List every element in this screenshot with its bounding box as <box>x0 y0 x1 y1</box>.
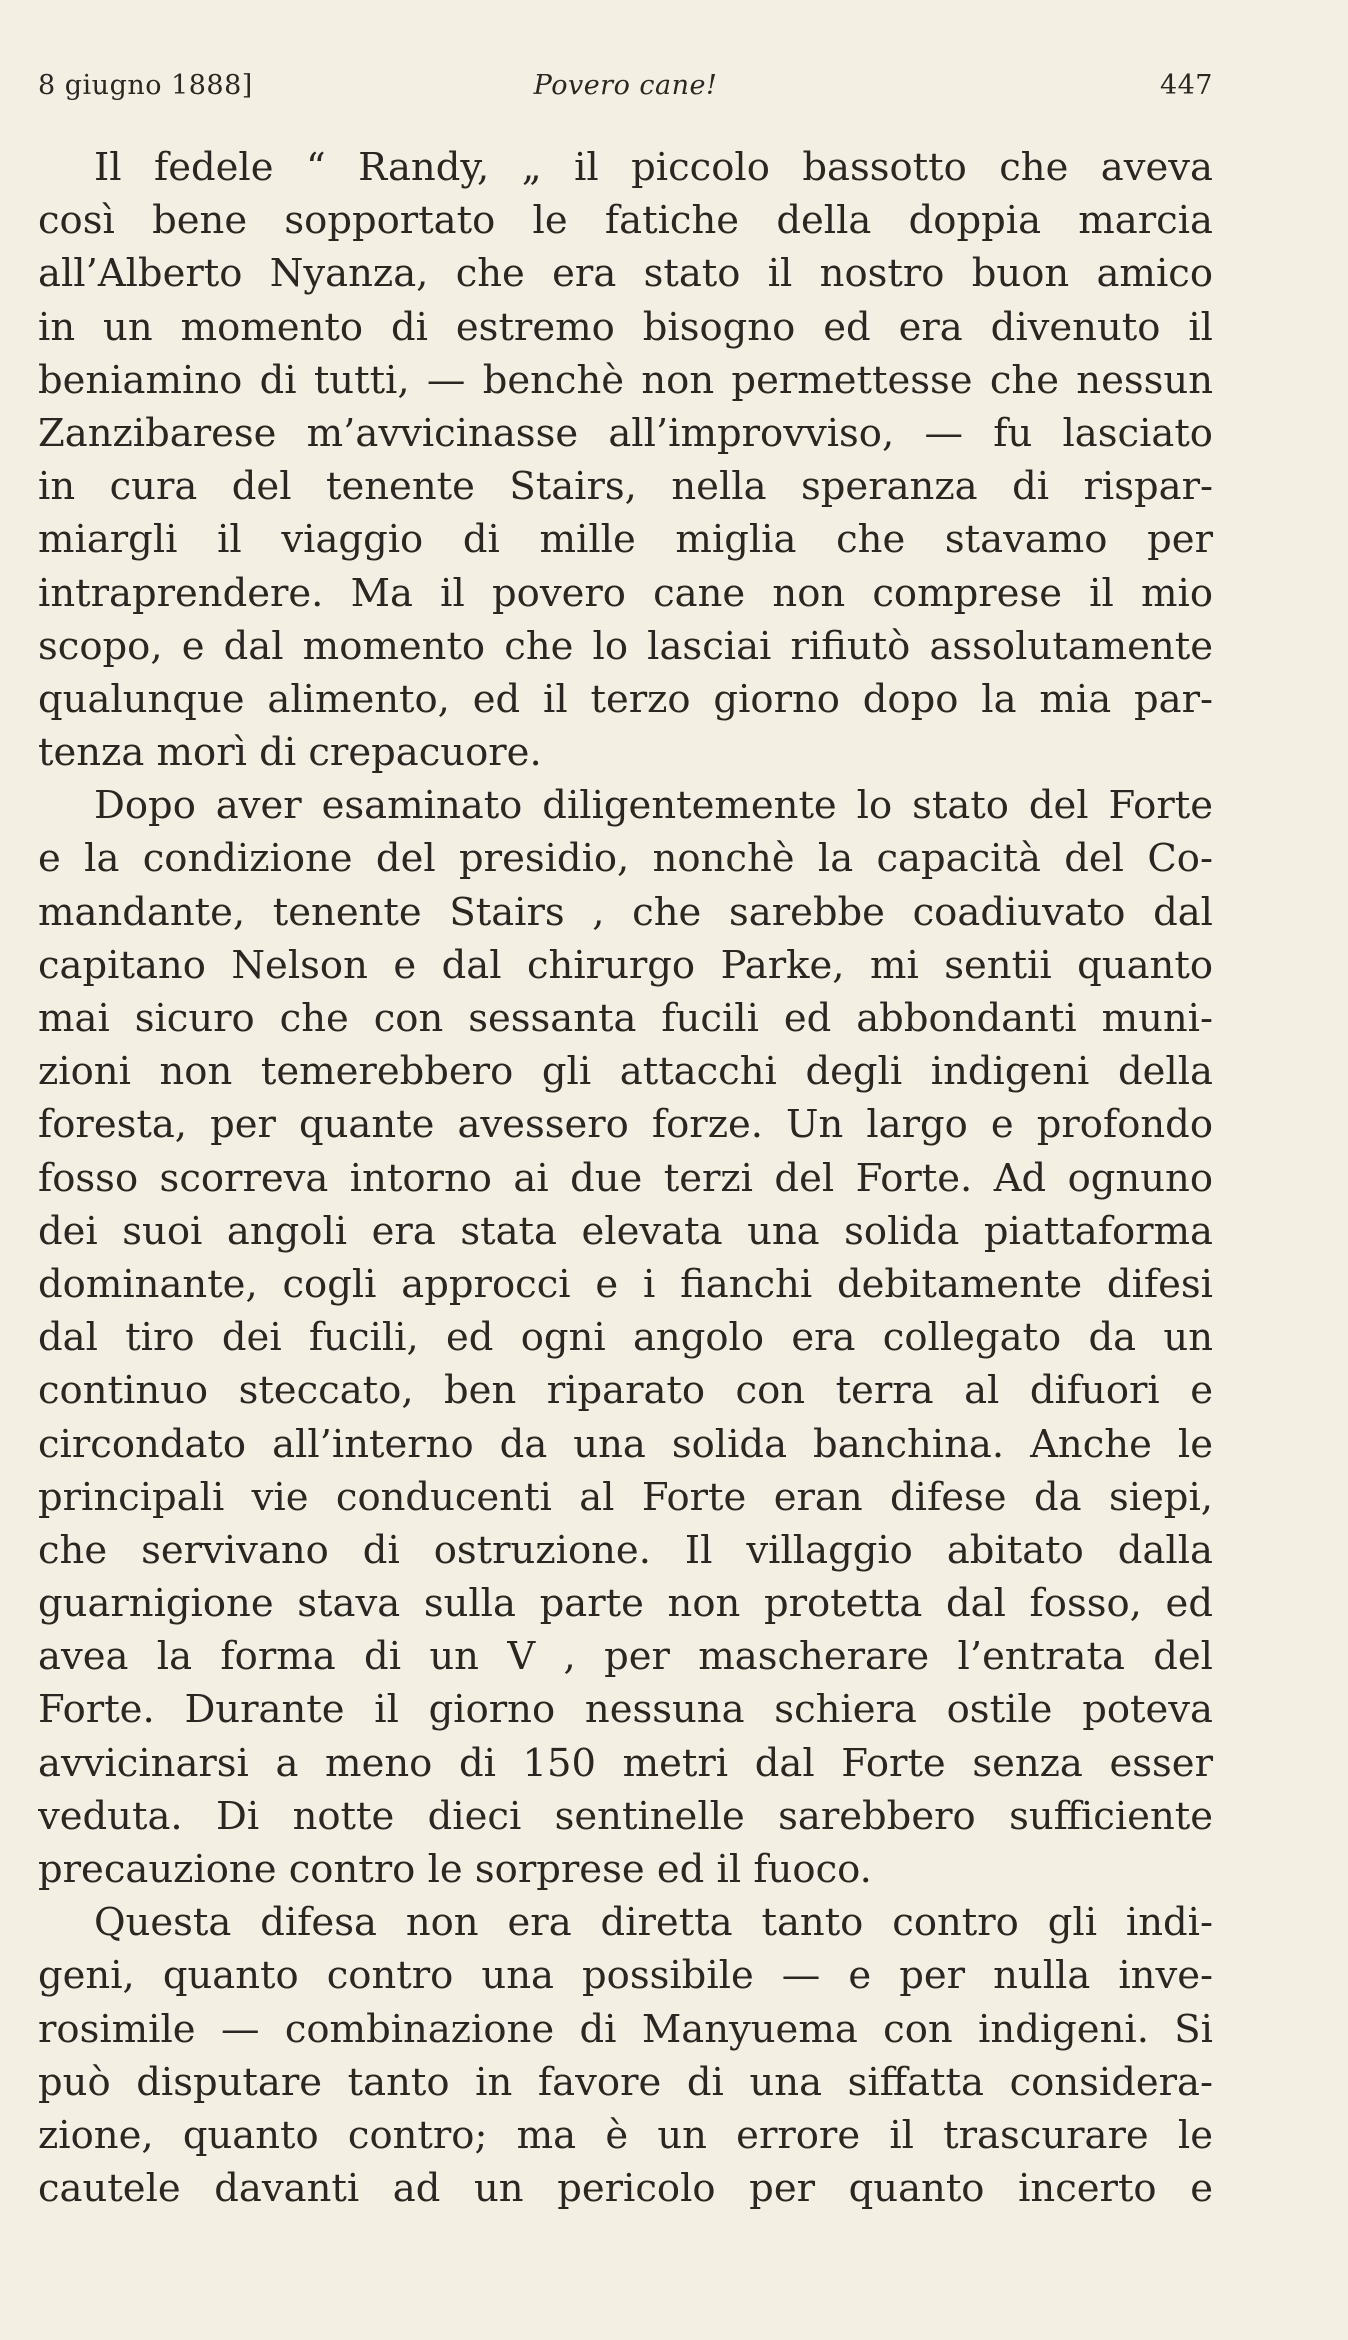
text-line: foresta, per quante avessero forze. Un largo e profondo <box>38 1102 1213 1148</box>
text-line: precauzione contro le sorprese ed il fuoco. <box>38 1847 872 1892</box>
text-line: mai sicuro che con sessanta fucili ed abbondanti muni- <box>38 996 1213 1041</box>
paragraph <box>38 141 1213 779</box>
text-line: miargli il viaggio di mille miglia che stavamo per <box>38 517 1213 563</box>
paragraph <box>38 1896 1213 2215</box>
page-number: 447 <box>1159 70 1213 101</box>
text-line: fosso scorreva intorno ai due terzi del Forte. Ad ognuno <box>38 1155 1213 1201</box>
running-header <box>38 70 1213 120</box>
text-line: e la condizione del presidio, nonchè la capacità del Co- <box>38 836 1213 882</box>
text-line: circondato all’interno da una solida banchina. Anche le <box>38 1421 1213 1467</box>
text-line: in cura del tenente Stairs, nella speranza di rispar- <box>38 464 1213 510</box>
text-line: principali vie conducenti al Forte eran difese da siepi, <box>38 1474 1213 1520</box>
text-line: veduta. Di notte dieci sentinelle sarebbero sufficiente <box>38 1793 1213 1839</box>
text-line: mandante, tenente Stairs , che sarebbe coadiuvato dal <box>38 889 1213 935</box>
text-line: qualunque alimento, ed il terzo giorno dopo la mia par- <box>38 676 1213 722</box>
text-line: così bene sopportato le fatiche della doppia marcia <box>38 198 1213 244</box>
text-line: cautele davanti ad un pericolo per quanto incerto e <box>38 2166 1213 2212</box>
paragraph <box>38 779 1213 1896</box>
text-line: dominante, cogli approcci e i fianchi debitamente difesi <box>38 1261 1213 1307</box>
header-date: 8 giugno 1888] <box>38 70 253 101</box>
text-line: zione, quanto contro; ma è un errore il trascurare le <box>38 2112 1213 2158</box>
text-line: può disputare tanto in favore di una siffatta considera- <box>38 2059 1213 2105</box>
text-line: Dopo aver esaminato diligentemente lo stato del Forte <box>94 783 1213 829</box>
text-line: continuo steccato, ben riparato con terra al difuori e <box>38 1368 1213 1414</box>
text-line: tenza morì di crepacuore. <box>38 730 542 776</box>
text-line: scopo, e dal momento che lo lasciai rifiutò assolutamente <box>38 623 1213 669</box>
header-title: Povero cane! <box>533 70 718 101</box>
text-line: in un momento di estremo bisogno ed era divenuto il <box>38 304 1213 350</box>
text-line: geni, quanto contro una possibile — e per nulla inve- <box>38 1953 1213 1999</box>
text-line: all’Alberto Nyanza, che era stato il nostro buon amico <box>38 251 1213 297</box>
text-line: guarnigione stava sulla parte non protetta dal fosso, ed <box>38 1581 1213 1627</box>
text-line: Zanzibarese m’avvicinasse all’improvviso, — fu lasciato <box>38 410 1213 456</box>
text-line: zioni non temerebbero gli attacchi degli indigeni della <box>38 1049 1213 1095</box>
text-line: dal tiro dei fucili, ed ogni angolo era collegato da un <box>38 1315 1213 1361</box>
text-line: Forte. Durante il giorno nessuna schiera ostile poteva <box>38 1687 1213 1733</box>
text-line: dei suoi angoli era stata elevata una solida piattaforma <box>38 1208 1213 1254</box>
text-line: beniamino di tutti, — benchè non permettesse che nessun <box>38 357 1213 403</box>
text-line: intraprendere. Ma il povero cane non comprese il mio <box>38 570 1213 616</box>
text-line: avea la forma di un V , per mascherare l’entrata del <box>38 1634 1213 1680</box>
page-body <box>38 141 1213 2215</box>
text-line: rosimile — combinazione di Manyuema con indigeni. Si <box>38 2006 1213 2052</box>
text-line: Questa difesa non era diretta tanto contro gli indi- <box>94 1900 1213 1946</box>
text-line: che servivano di ostruzione. Il villaggio abitato dalla <box>38 1527 1213 1573</box>
text-line: capitano Nelson e dal chirurgo Parke, mi sentii quanto <box>38 942 1213 988</box>
text-line: Il fedele “ Randy, „ il piccolo bassotto che aveva <box>94 145 1213 190</box>
text-line: avvicinarsi a meno di 150 metri dal Forte senza esser <box>38 1740 1213 1786</box>
